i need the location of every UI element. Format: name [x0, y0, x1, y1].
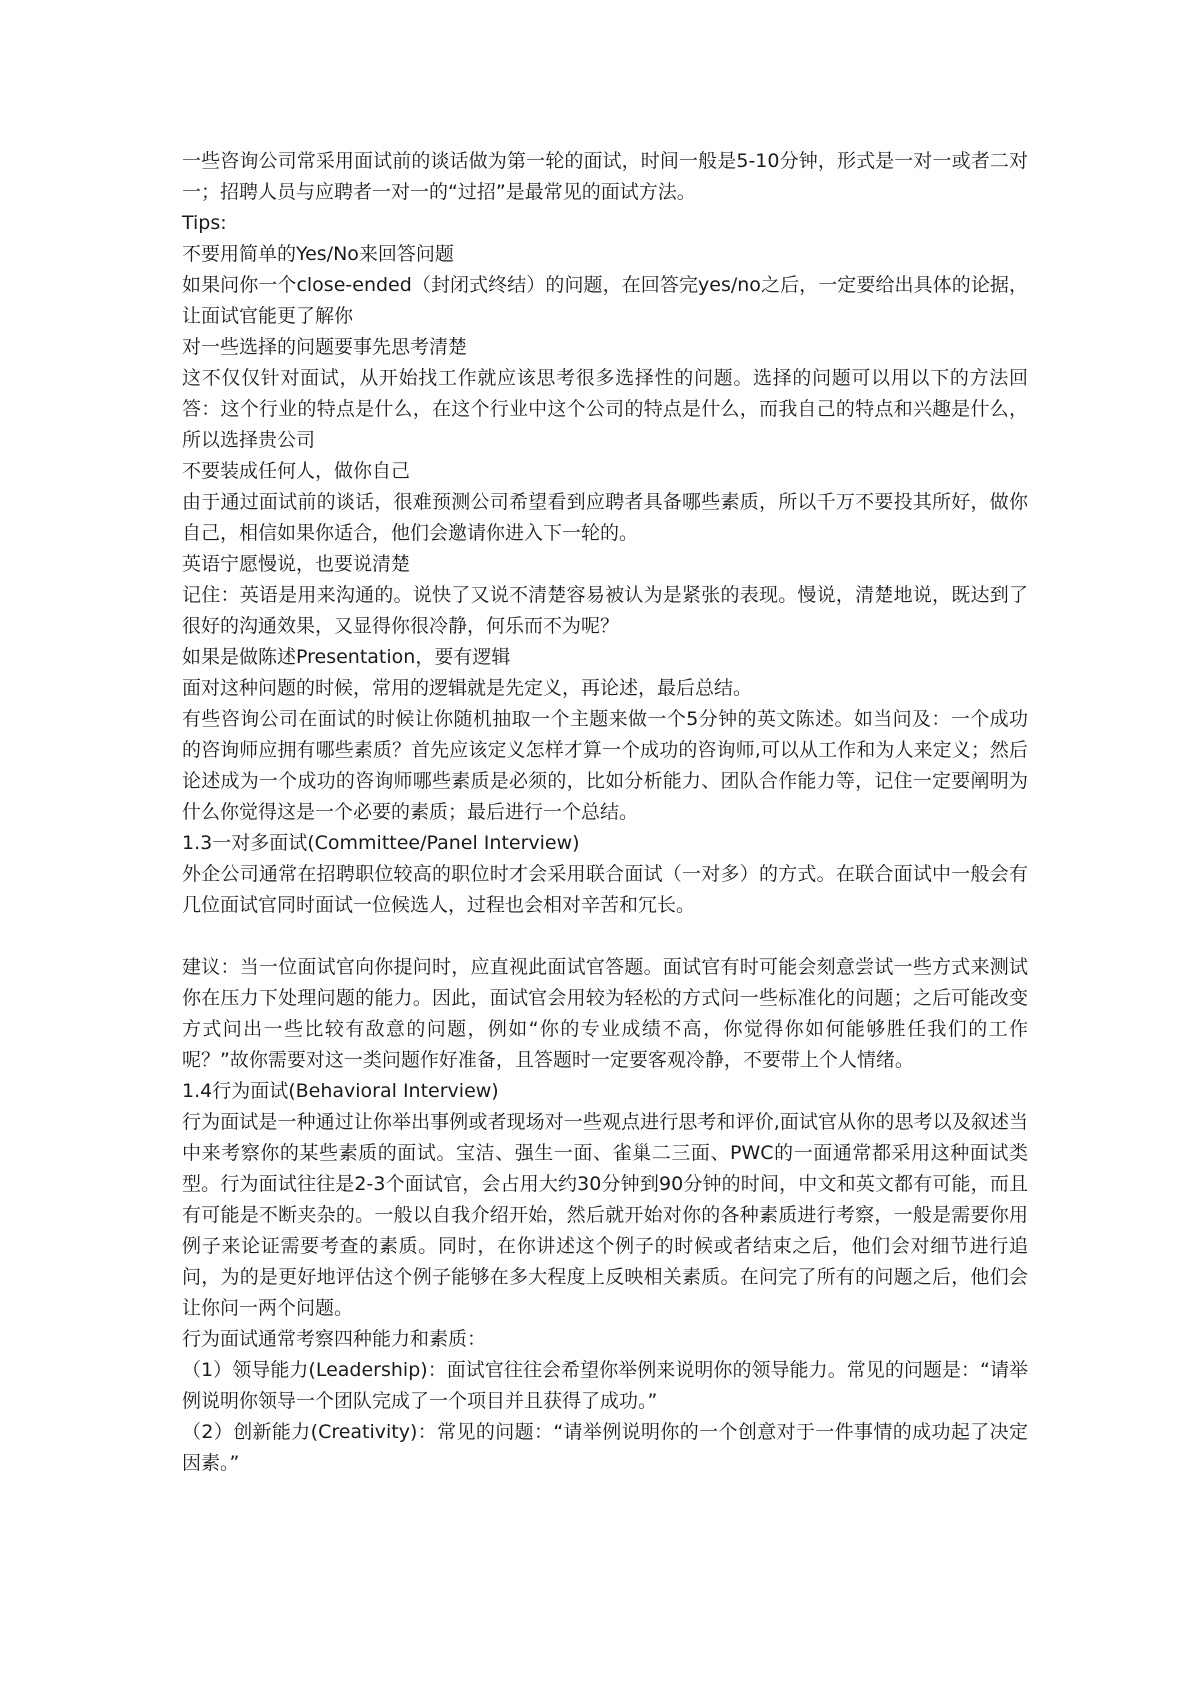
section-heading-panel-interview: 1.3一对多面试(Committee/Panel Interview)	[182, 832, 580, 854]
tip-heading-choice: 对一些选择的问题要事先思考清楚	[182, 336, 468, 358]
tip-heading-yes-no: 不要用简单的Yes/No来回答问题	[182, 243, 454, 265]
tip-body-presentation-example: 有些咨询公司在面试的时候让你随机抽取一个主题来做一个5分钟的英文陈述。如当问及：一个成功的咨询师应拥有哪些素质？首先应该定义怎样才算一个成功的咨询师,可以从工作和为人来定义；然后论述成为一个成功的咨询师哪些素质是必须的，比如分析能力、团队合作能力等，记住一定要阐明为什么你觉得这是一个必要的素质；最后进行一个总结。	[182, 708, 1028, 823]
tip-body-be-yourself: 由于通过面试前的谈话，很难预测公司希望看到应聘者具备哪些素质，所以千万不要投其所好，做你自己，相信如果你适合，他们会邀请你进入下一轮的。	[182, 491, 1028, 544]
list-item-creativity: （2）创新能力(Creativity)：常见的问题：“请举例说明你的一个创意对于一件事情的成功起了决定因素。”	[182, 1421, 1028, 1474]
tip-heading-english: 英语宁愿慢说，也要说清楚	[182, 553, 411, 575]
tip-body-presentation-logic: 面对这种问题的时候，常用的逻辑就是先定义，再论述，最后总结。	[182, 677, 753, 699]
paragraph-behavioral-interview: 行为面试是一种通过让你举出事例或者现场对一些观点进行思考和评价,面试官从你的思考以及叙述当中来考察你的某些素质的面试。宝洁、强生一面、雀巢二三面、PWC的一面通常都采用这种面试类型。行为面试往往是2-3个面试官，会占用大约30分钟到90分钟的时间，中文和英文都有可能，而且有可能是不断夹杂的。一般以自我介绍开始，然后就开始对你的各种素质进行考察，一般是需要你用例子来论证需要考查的素质。同时，在你讲述这个例子的时候或者结束之后，他们会对细节进行追问，为的是更好地评估这个例子能够在多大程度上反映相关素质。在问完了所有的问题之后，他们会让你问一两个问题。	[182, 1111, 1028, 1319]
blank-line	[182, 921, 1028, 952]
paragraph-panel-interview: 外企公司通常在招聘职位较高的职位时才会采用联合面试（一对多）的方式。在联合面试中一般会有几位面试官同时面试一位候选人，过程也会相对辛苦和冗长。	[182, 863, 1028, 916]
tip-body-english: 记住：英语是用来沟通的。说快了又说不清楚容易被认为是紧张的表现。慢说，清楚地说，既达到了很好的沟通效果，又显得你很冷静，何乐而不为呢？	[182, 584, 1028, 637]
tip-heading-presentation: 如果是做陈述Presentation，要有逻辑	[182, 646, 511, 668]
list-item-leadership: （1）领导能力(Leadership)：面试官往往会希望你举例来说明你的领导能力。常见的问题是：“请举例说明你领导一个团队完成了一个项目并且获得了成功。”	[182, 1359, 1028, 1412]
tip-body-yes-no: 如果问你一个close-ended（封闭式终结）的问题，在回答完yes/no之后，一定要给出具体的论据，让面试官能更了解你	[182, 274, 1028, 327]
tip-body-choice: 这不仅仅针对面试，从开始找工作就应该思考很多选择性的问题。选择的问题可以用以下的方法回答：这个行业的特点是什么，在这个行业中这个公司的特点是什么，而我自己的特点和兴趣是什么，所以选择贵公司	[182, 367, 1028, 451]
tips-label: Tips:	[182, 212, 227, 234]
paragraph-intro: 一些咨询公司常采用面试前的谈话做为第一轮的面试，时间一般是5-10分钟，形式是一对一或者二对一；招聘人员与应聘者一对一的“过招”是最常见的面试方法。	[182, 150, 1028, 203]
section-heading-behavioral-interview: 1.4行为面试(Behavioral Interview)	[182, 1080, 499, 1102]
tip-heading-be-yourself: 不要装成任何人，做你自己	[182, 460, 411, 482]
paragraph-four-abilities: 行为面试通常考察四种能力和素质：	[182, 1328, 487, 1350]
document-page	[182, 146, 1028, 1479]
paragraph-panel-advice: 建议：当一位面试官向你提问时，应直视此面试官答题。面试官有时可能会刻意尝试一些方式来测试你在压力下处理问题的能力。因此，面试官会用较为轻松的方式问一些标准化的问题；之后可能改变方式问出一些比较有敌意的问题，例如“你的专业成绩不高，你觉得你如何能够胜任我们的工作呢？”故你需要对这一类问题作好准备，且答题时一定要客观冷静，不要带上个人情绪。	[182, 956, 1028, 1071]
